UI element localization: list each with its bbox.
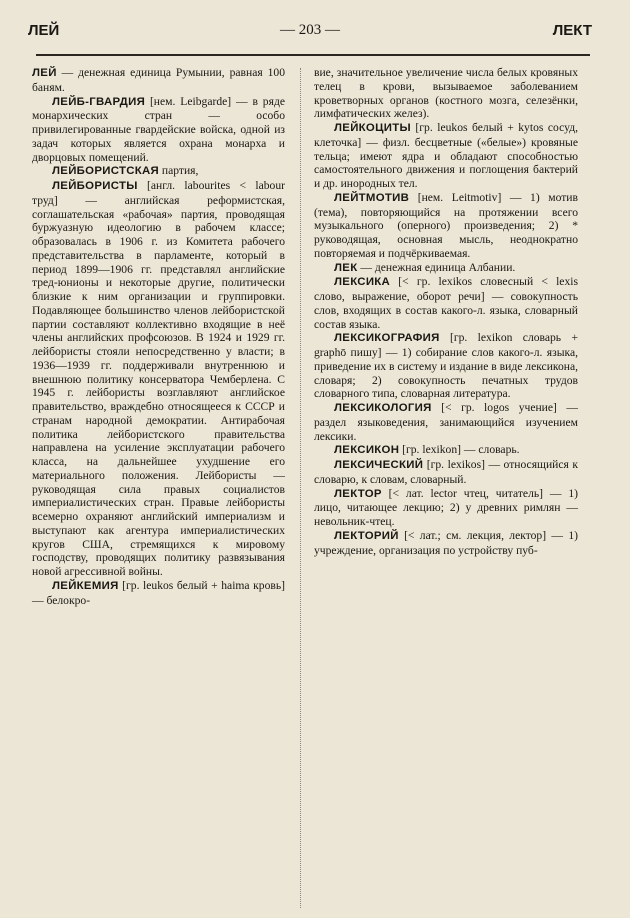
dictionary-entry [314,331,578,401]
entry-definition: [гр. leukos белый + kytos сосуд, клеточка] — физл. бесцветные («белые») кровяные тельца; имеют ядра и обладают способностью самостоятельного движения и поглощения бактерий и др. инородных тел. [314,121,578,190]
dictionary-entry [314,261,578,276]
dictionary-entry [32,66,285,95]
entry-definition: — денежная единица Румынии, равная 100 баням. [32,66,285,94]
entry-headword: ЛЕКТОРИЙ [334,529,399,542]
dictionary-entry [314,121,578,191]
running-header [28,22,592,46]
entry-headword: ЛЕКТОР [334,487,382,500]
entry-definition: [< гр. lexikos словесный < lexis слово, выражение, оборот речи] — совокупность слов, входящих в состав какого-л. языка, словарный состав языка. [314,275,578,331]
right-column [314,66,578,557]
entry-definition: [нем. Leitmotiv] — 1) мотив (тема), повторяющийся на протяжении всего музыкального (оперного) произведения; 2) * руководящая, основная мысль, неоднократно повторяемая и подчёркиваемая. [314,190,578,260]
dictionary-entry [32,95,285,165]
entry-headword: ЛЕЙКОЦИТЫ [334,122,411,134]
entry-definition: [< гр. logos учение] — раздел языковедения, занимающийся изучением лексики. [314,401,578,443]
dictionary-entry [314,275,578,331]
entry-definition: [гр. lexikon словарь + graphō пишу] — 1) собирание слов какого-л. языка, приведение их в систему и издание в виде лексикона, словаря; 2) совокупность печатных трудов словарного типа, словарная литература. [314,331,579,401]
entry-definition: партия, [159,164,199,178]
header-rule [36,54,590,56]
entry-headword: ЛЕКСИКОГРАФИЯ [334,332,440,345]
dictionary-entry [314,191,578,261]
entry-definition: — денежная единица Албании. [357,260,516,274]
entry-headword: ЛЕЙКЕМИЯ [52,579,119,592]
dictionary-entry [32,164,285,179]
column-separator [300,68,301,908]
entry-headword: ЛЕКСИЧЕСКИЙ [334,459,424,471]
entry-headword: ЛЕК [334,261,358,274]
header-left-guide-word: ЛЕЙ [28,22,60,39]
entry-headword: ЛЕКСИКОН [334,444,400,457]
entry-definition: [англ. labourites < labour труд] — английская реформистская, соглашательская «рабочая» партия, проводящая буржуазную идеологию в рабочем классе; образовалась в 1906 г. из Комитета рабочего представительства в парламенте, который в период 1899—1906 гг. представлял английские тред-юнионы и некоторые другие, политически близкие к ним организации и группировки. Подавляющее большинство членов лейбористской партии составляют коллективно входящие в неё члены английских профсоюзов. В 1924 и 1929 гг. лейбористы стояли непосредственно у власти; в 1936—1939 гг. поддерживали внутреннюю и внешнюю политику консерватора Чемберлена. С 1945 г. лейбористы возглавляют английское правительство, враждебно относящееся к СССР и странам народной демократии. Антирабочая политика лейбористского правительства направлена на усиление эксплуатации рабочего класса, на дальнейшее ухудшение его материального положения. Лейбористы — руководящая сила правых социалистов империалистических стран. Правые лейбористы всемерно охраняют английский империализм и выступают как агентура империалистических кругов США, стремящихся к мировому господству, проводящих политику развязывания новой агрессивной войны. [32,179,285,578]
dictionary-entry [32,179,285,579]
entry-definition: [< лат.; см. лекция, лектор] — 1) учреждение, организация по устройству пуб- [314,528,578,557]
entry-definition: вие, значительное увеличение числа белых кровяных телец в крови, вызываемое заболеванием кроветворных органов (костного мозга, селезёнки, лимфатических желез). [314,66,578,121]
dictionary-entry [314,66,578,121]
entry-headword: ЛЕКСИКОЛОГИЯ [334,402,432,414]
dictionary-entry [314,458,578,487]
entry-headword: ЛЕЙТМОТИВ [334,191,410,204]
entry-definition: [< лат. lector чтец, читатель] — 1) лицо, читающее лекцию; 2) у древних римлян — невольник-чтец. [314,486,578,528]
entry-headword: ЛЕЙ [32,67,57,79]
entry-definition: [гр. leukos белый + haima кровь] — белокро- [32,578,285,607]
dictionary-entry [314,443,578,458]
header-right-guide-word: ЛЕКТ [552,22,592,39]
dictionary-entry [314,529,578,558]
page-number: — 203 — [280,22,340,38]
dictionary-entry [314,401,578,443]
entry-headword: ЛЕЙБОРИСТСКАЯ [52,165,159,178]
dictionary-entry [32,579,285,608]
entry-definition: [нем. Leibgarde] — в ряде монархических стран — особо привилегированные гвардейские войска, одной из задач которых является охрана монарха и дворцовых помещений. [32,94,285,164]
entry-headword: ЛЕКСИКА [334,276,391,289]
dictionary-entry [314,487,578,529]
entry-definition: [гр. lexikon] — словарь. [399,443,520,457]
entry-headword: ЛЕЙБ-ГВАРДИЯ [52,95,146,108]
entry-definition: [гр. lexikos] — относящийся к словарю, к словам, словарный. [314,458,578,486]
entry-headword: ЛЕЙБОРИСТЫ [52,180,138,192]
left-column [32,66,285,607]
